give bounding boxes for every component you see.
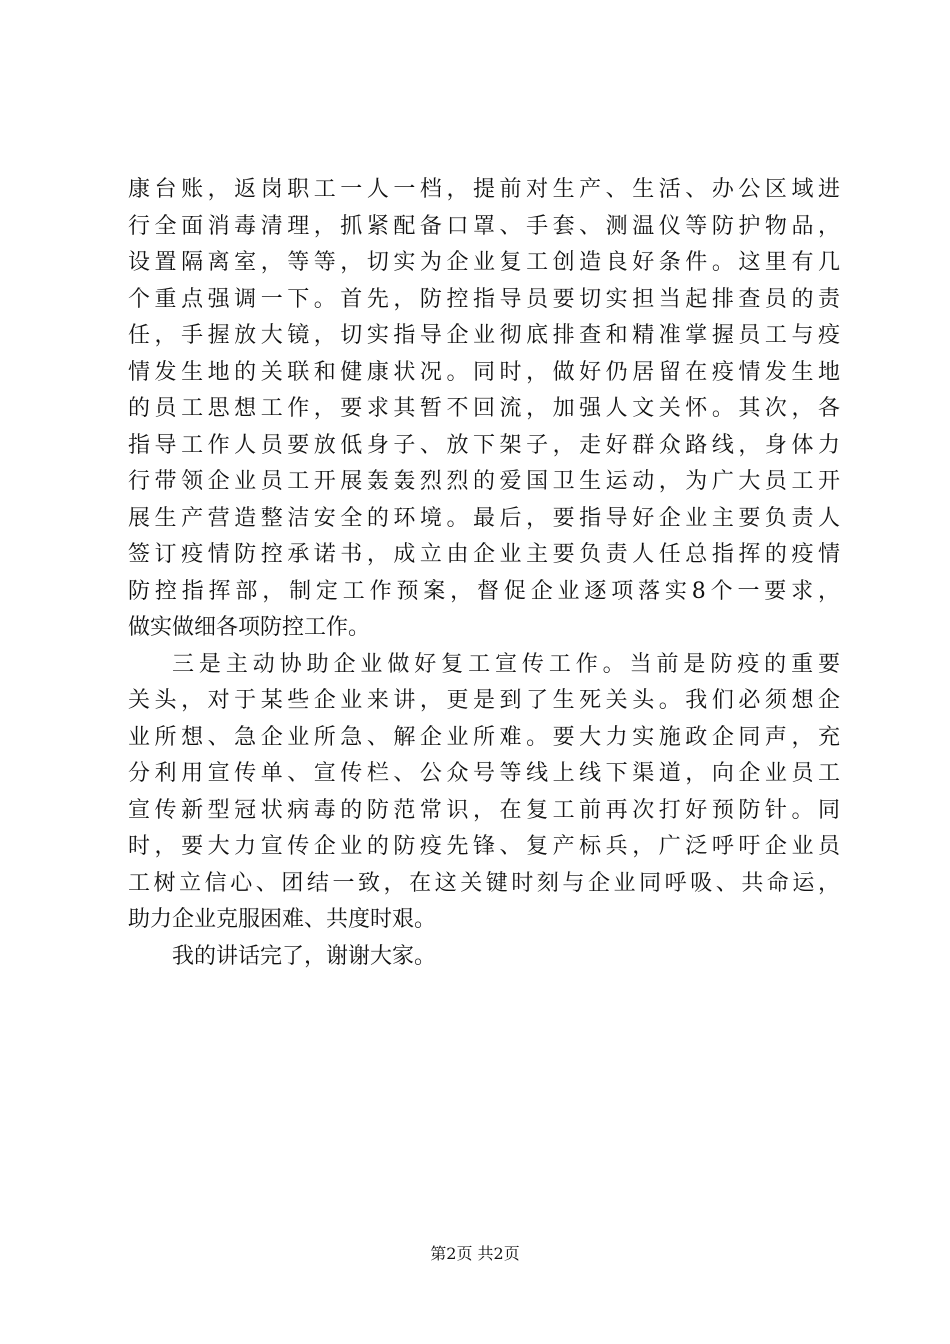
text-line: 展生产营造整洁安全的环境。最后，要指导好企业主要负责人: [128, 505, 840, 531]
text-line: 行全面消毒清理，抓紧配备口罩、手套、测温仪等防护物品，: [128, 213, 840, 239]
text-line: 做实做细各项防控工作。: [128, 615, 371, 640]
text-line: 行带领企业员工开展轰轰烈烈的爱国卫生运动，为广大员工开: [128, 469, 840, 494]
document-body: [128, 172, 840, 975]
text-line: 指导工作人员要放低身子、放下架子，走好群众路线，身体力: [128, 432, 840, 458]
text-line: 康台账，返岗职工一人一档，提前对生产、生活、办公区域进: [128, 177, 840, 202]
text-line: 个重点强调一下。首先，防控指导员要切实担当起排查员的责: [128, 286, 840, 312]
text-line: 宣传新型冠状病毒的防范常识，在复工前再次打好预防针。同: [128, 797, 840, 823]
text-line: 助力企业克服困难、共度时艰。: [128, 907, 437, 932]
paragraph-first-line: 三是主动协助企业做好复工宣传工作。当前是防疫的重要: [172, 651, 840, 677]
text-line: 设置隔离室，等等，切实为企业复工创造良好条件。这里有几: [128, 250, 840, 275]
text-line: 业所想、急企业所急、解企业所难。要大力实施政企同声，充: [128, 724, 840, 750]
text-line: 任，手握放大镜，切实指导企业彻底排查和精准掌握员工与疫: [128, 323, 840, 348]
text-line: 时，要大力宣传企业的防疫先锋、复产标兵，广泛呼吁企业员: [128, 834, 840, 859]
text-line: 的员工思想工作，要求其暂不回流，加强人文关怀。其次，各: [128, 396, 840, 421]
text-line: 情发生地的关联和健康状况。同时，做好仍居留在疫情发生地: [128, 359, 840, 385]
closing-line: 我的讲话完了，谢谢大家。: [172, 943, 437, 969]
text-line: 防控指挥部，制定工作预案，督促企业逐项落实8个一要求，: [128, 578, 840, 604]
text-line: 关头，对于某些企业来讲，更是到了生死关头。我们必须想企: [128, 688, 840, 713]
page-number: 第2页 共2页: [430, 1244, 520, 1263]
text-line: 工树立信心、团结一致，在这关键时刻与企业同呼吸、共命运，: [128, 870, 840, 896]
text-line: 签订疫情防控承诺书，成立由企业主要负责人任总指挥的疫情: [128, 542, 840, 567]
text-line: 分利用宣传单、宣传栏、公众号等线上线下渠道，向企业员工: [128, 761, 840, 786]
